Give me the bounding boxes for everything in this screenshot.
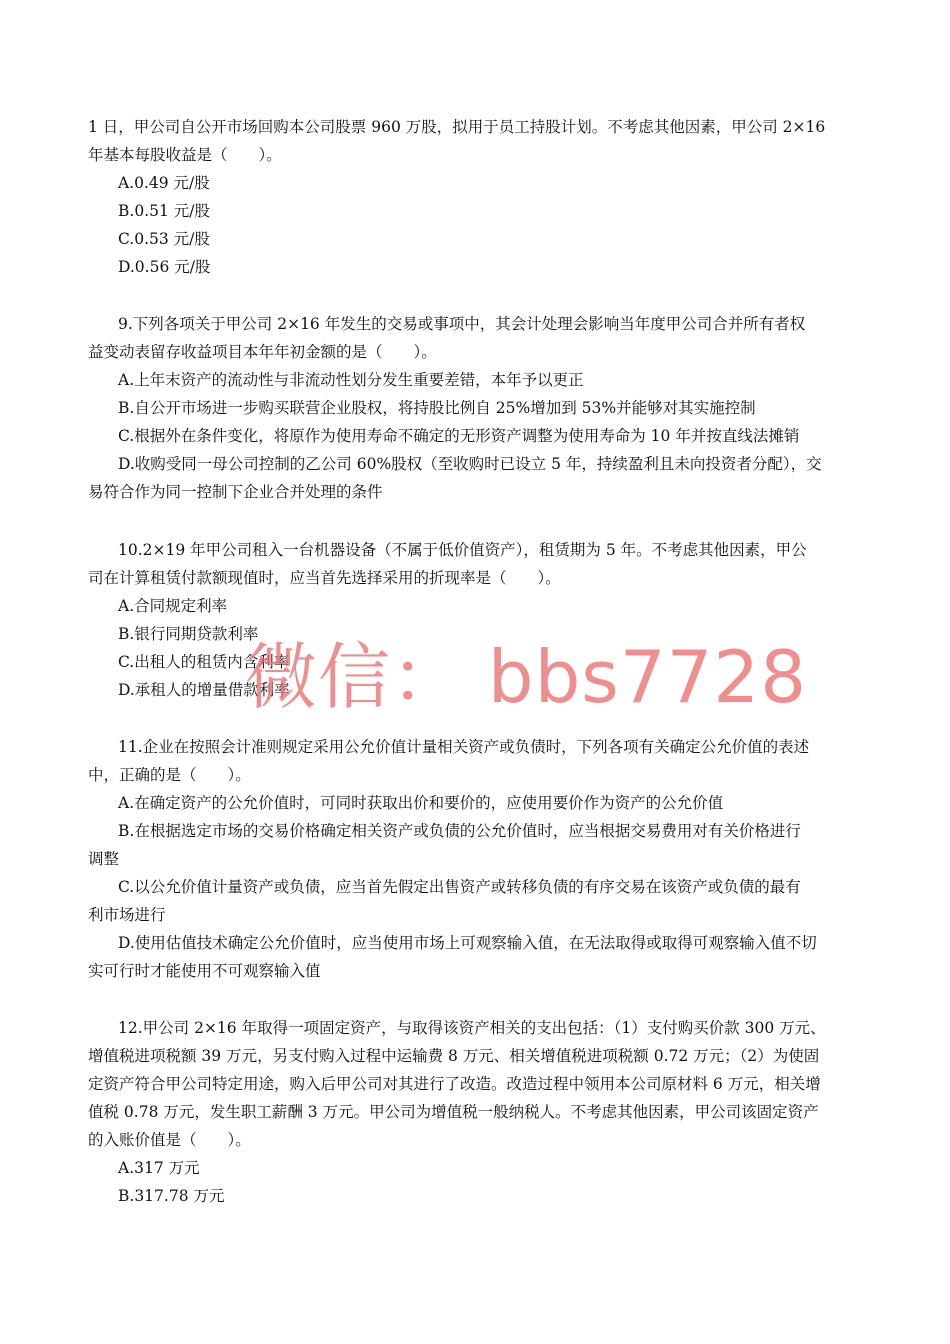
- q10-option-a: A.合同规定利率: [118, 597, 228, 615]
- q8-option-b: B.0.51 元/股: [118, 202, 210, 220]
- q9-option-d-line-2: 易符合作为同一控制下企业合并处理的条件: [88, 483, 383, 501]
- q12-option-b: B.317.78 万元: [118, 1187, 225, 1205]
- q9-option-b: B.自公开市场进一步购买联营企业股权，将持股比例自 25%增加到 53%并能够对其实施控制: [118, 399, 756, 417]
- q11-stem-line-2: 中，正确的是（ ）。: [88, 766, 251, 784]
- q10-option-d: D.承租人的增量借款利率: [118, 681, 290, 699]
- q12-stem-line-2: 增值税进项税额 39 万元，另支付购入过程中运输费 8 万元、相关增值税进项税额 0.72 万元；（2）为使固: [88, 1047, 820, 1065]
- q12-stem-line-4: 值税 0.78 万元，发生职工薪酬 3 万元。甲公司为增值税一般纳税人。不考虑其他因素，甲公司该固定资产: [88, 1103, 819, 1121]
- q11-option-a: A.在确定资产的公允价值时，可同时获取出价和要价的，应使用要价作为资产的公允价值: [118, 794, 724, 812]
- q9-stem-line-1: 9.下列各项关于甲公司 2×16 年发生的交易或事项中，其会计处理会影响当年度甲公司合并所有者权: [118, 315, 806, 333]
- q12-stem-line-3: 定资产符合甲公司特定用途，购入后甲公司对其进行了改造。改造过程中领用本公司原材料 6 万元，相关增: [88, 1075, 821, 1093]
- q12-stem-line-5: 的入账价值是（ ）。: [88, 1131, 251, 1149]
- q8-stem-line-2: 年基本每股收益是（ ）。: [88, 146, 282, 164]
- q9-option-a: A.上年末资产的流动性与非流动性划分发生重要差错，本年予以更正: [118, 371, 584, 389]
- q8-option-c: C.0.53 元/股: [118, 230, 210, 248]
- q11-option-d-line-2: 实可行时才能使用不可观察输入值: [88, 962, 321, 980]
- q10-option-c: C.出租人的租赁内含利率: [118, 653, 290, 671]
- q12-option-a: A.317 万元: [118, 1159, 200, 1177]
- q11-option-d-line-1: D.使用估值技术确定公允价值时，应当使用市场上可观察输入值，在无法取得或取得可观察输入值不切: [118, 934, 817, 952]
- q11-option-b-line-2: 调整: [88, 850, 120, 868]
- q8-stem-line-1: 1 日，甲公司自公开市场回购本公司股票 960 万股，拟用于员工持股计划。不考虑其他因素，甲公司 2×16: [88, 118, 826, 136]
- q8-option-a: A.0.49 元/股: [118, 174, 210, 192]
- q9-option-d-line-1: D.收购受同一母公司控制的乙公司 60%股权（至收购时已设立 5 年，持续盈利且未向投资者分配），交: [118, 455, 822, 473]
- q11-option-b-line-1: B.在根据选定市场的交易价格确定相关资产或负债的公允价值时，应当根据交易费用对有关价格进行: [118, 822, 801, 840]
- q10-stem-line-2: 司在计算租赁付款额现值时，应当首先选择采用的折现率是（ ）。: [88, 569, 561, 587]
- q11-option-c-line-2: 利市场进行: [88, 906, 166, 924]
- q10-option-b: B.银行同期贷款利率: [118, 625, 259, 643]
- watermark-text: 微信： bbs7728: [245, 635, 808, 719]
- q9-option-c: C.根据外在条件变化，将原作为使用寿命不确定的无形资产调整为使用寿命为 10 年并按直线法摊销: [118, 427, 800, 445]
- q9-stem-line-2: 益变动表留存收益项目本年年初金额的是（ ）。: [88, 343, 437, 361]
- q11-stem-line-1: 11.企业在按照会计准则规定采用公允价值计量相关资产或负债时，下列各项有关确定公允价值的表述: [118, 738, 810, 756]
- q11-option-c-line-1: C.以公允价值计量资产或负债，应当首先假定出售资产或转移负债的有序交易在该资产或负债的最有: [118, 878, 801, 896]
- q12-stem-line-1: 12.甲公司 2×16 年取得一项固定资产，与取得该资产相关的支出包括：（1）支付购买价款 300 万元、: [118, 1019, 826, 1037]
- q10-stem-line-1: 10.2×19 年甲公司租入一台机器设备（不属于低价值资产），租赁期为 5 年。不考虑其他因素，甲公: [118, 541, 807, 559]
- q8-option-d: D.0.56 元/股: [118, 258, 211, 276]
